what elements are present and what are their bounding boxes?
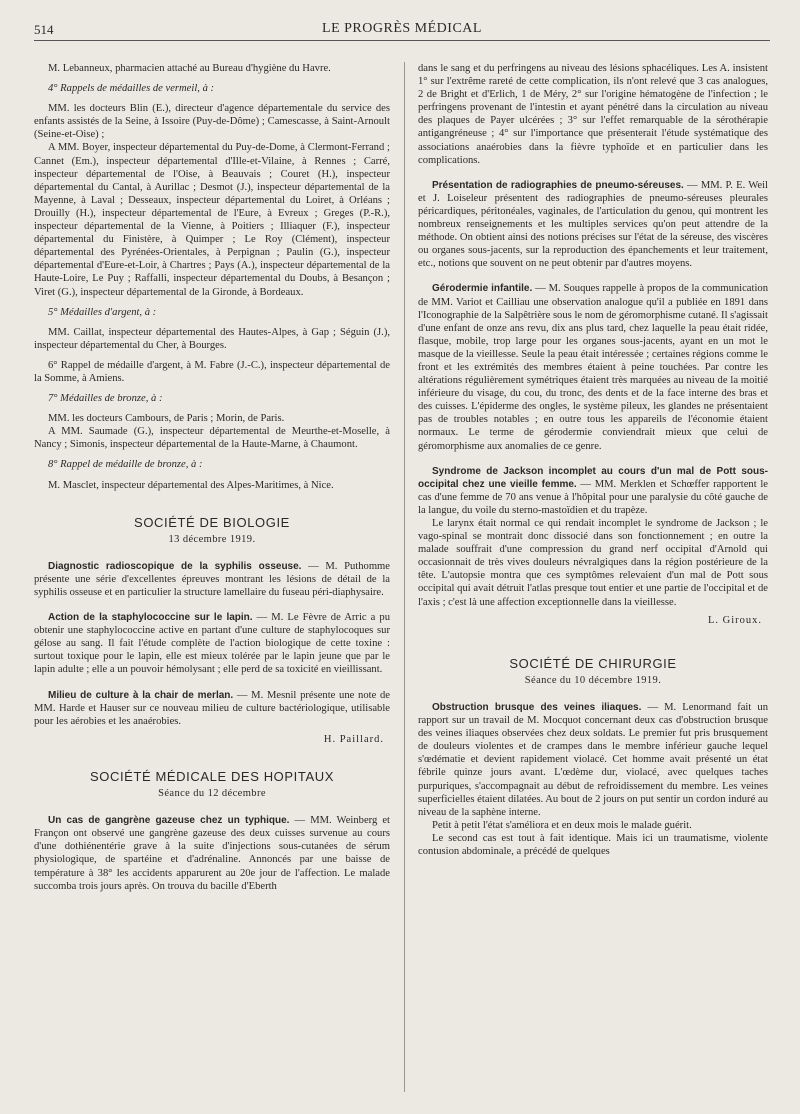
section-date: Séance du 10 décembre 1919. — [524, 674, 662, 686]
article — [34, 560, 390, 599]
section-title: SOCIÉTÉ DE CHIRURGIE — [509, 655, 677, 671]
article-title: Présentation de radiographies de pneumo-séreuses. — [432, 179, 684, 191]
journal-title: LE PROGRÈS MÉDICAL — [322, 21, 482, 36]
article — [418, 465, 768, 517]
article-text: — M. Mesnil présente une note de MM. Harde et Hauser sur ce nouveau milieu de culture bactériologique, utilisable pour les aérobies et les anaérobies. — [34, 689, 390, 727]
article-title: Un cas de gangrène gazeuse chez un typhique. — [48, 815, 290, 827]
award-heading: 5° Médailles d'argent, à : — [48, 306, 157, 318]
article — [418, 179, 768, 271]
paragraph: Le second cas est tout à fait identique. Mais ici un traumatisme, violente contusion abdominale, a précédé de quelques — [418, 832, 768, 857]
author-signature: L. Giroux. — [707, 614, 762, 626]
article-text: — M. Souques rappelle à propos de la communication de MM. Variot et Cailliau une observation analogue qu'il a publiée en 1891 dans l'Iconographie de la Salpêtrière sous le nom de géromorphisme cutané. Il s'agissait d'une enfant de onze ans revu, dix ans plus tard, chez laquelle la peau était ridée, flasque, mobile, trop large pour les organes sous-jacents, ayant en un mot le masque de la vieillesse. Seule la peau était intéressée ; certaines régions comme le front et les extrémités des membres étaient à peine touchées. Par contre les altérations régulièrement symétriques étaient très marquées au niveau de la moitié inférieure du visage, du cou, du tronc, des dents et de la face interne des bras et des cuisses. L'épiderme des ongles, le système pileux, les glandes ne présentaient pas de troubles notables ; en outre tous les appareils de l'économie étaient normaux. Le terme de gérodermie conviendrait mieux que celui de géromorphisme aux anomalies de ce genre. — [418, 283, 768, 452]
section-title: SOCIÉTÉ MÉDICALE DES HOPITAUX — [90, 768, 334, 784]
paragraph: Petit à petit l'état s'améliora et en deux mois le malade guérit. — [432, 819, 692, 831]
paragraph: MM. les docteurs Blin (E.), directeur d'agence départementale du service des enfants assistés de la Seine, à Issoire (Puy-de-Dôme) ; Camescasse, à Saint-Arnoult (Seine-et-Oise) ; — [34, 103, 390, 141]
article-title: Syndrome de Jackson incomplet au cours d'un mal de Pott sous-occipital chez une vieille femme. — [418, 465, 768, 490]
article-title: Diagnostic radioscopique de la syphilis osseuse. — [48, 560, 302, 572]
article-text: — MM. Weinberg et Françon ont observé une gangrène gazeuse des deux cuisses survenue au cours d'une dothiénentérie grave à la suite d'injections sous-cutanées de sérum physiologique, de spartéine et d'adrénaline. Annoncés par une baisse de température à 38° les accidents apparurent au 20e jour de l'affection. Le malade succomba trois jours après. On trouva du bacille d'Eberth — [34, 815, 390, 892]
article-text: — M. Lenormand fait un rapport sur un travail de M. Mocquot concernant deux cas d'obstruction brusque des veines iliaques observées chez deux soldats. Le premier fut pris brusquement de douleurs violentes et de crampes dans le membre inférieur gauche lequel s'œdématie et devient rapidement violacé. Cet homme avait présenté un état fébrile quinze jours avant. L'œdème dur, violacé, avec quelques taches purpuriques, s'accompagnait au début de refroidissement du membre. Les veines superficielles étaient dilatées. Au bout de 2 jours on put sentir un cordon induré au niveau de la saphène interne. — [418, 701, 768, 818]
paragraph: A MM. Boyer, inspecteur départemental du Puy-de-Dome, à Clermont-Ferrand ; Cannet (Em.), inspecteur départemental d'Ille-et-Vilaine, à Rennes ; Carré, inspecteur départemental de l'Oise, à Beauvais ; Couret (H.), inspecteur départemental du Cantal, à Aurillac ; Desmot (J.), inspecteur départemental de la Mayenne, à Laval ; Desseaux, inspecteur départemental du Loiret, à Orléans ; Drouilly (H.), inspecteur départemental de l'Eure, à Evreux ; Greges (P.-R.), inspecteur départemental de la Vienne, à Poitiers ; Illiaquer (F.), inspecteur départemental du Finistère, à Quimper ; Le Roy (Clément), inspecteur départemental des Pyrénées-Orientales, à Perpignan ; Paulin (G.), inspecteur départemental d'Eure-et-Loir, à Chartres ; Pays (A.), inspecteur départemental de la Haute-Loire, Le Puy ; Raffalli, inspecteur départemental du Doubs, à Besançon ; Viret (G.), inspecteur départemental de la Gironde, à Bordeaux. — [34, 142, 390, 298]
award-heading: 4° Rappels de médailles de vermeil, à : — [48, 83, 215, 95]
award-heading: 8° Rappel de médaille de bronze, à : — [48, 459, 203, 471]
article-text: — M. Le Fèvre de Arric a pu obtenir une staphylococcine active en partant d'une culture de staphylocoques sur gélose au sang. Il fait l'étude complète de l'action biologique de cette toxine : surtout toxique pour le lapin, elle est mieux tolérée par le lapin jeune que par le lapin adulte ; elle a un pouvoir hémolysant ; elle perd de sa toxicité en vieillissant. — [34, 612, 390, 676]
article — [418, 701, 768, 819]
award-heading: 7° Médailles de bronze, à : — [48, 393, 163, 405]
paragraph: dans le sang et du perfringens au niveau des lésions sphacéliques. Les A. insistent 1° sur l'extrême rareté de cette complication, ils n'ont relevé que 3 cas analogues, 2 de Bright et d'Erlich, 1 de Méry, 2° sur l'origine hématogène de l'infection ; le perfringens provenant de l'intestin et ayant pénétré dans la circulation au niveau des plaques de Payer ulcérées ; 3° sur l'effet remarquable de la sérothérapie antigangréneuse ; 4° sur l'importance que présenterait l'étude systématique des associations anaérobies dans la fièvre typhoïde et en particulier dans les complications. — [418, 63, 768, 166]
article-text: — MM. P. E. Weil et J. Loiseleur présentent des radiographies de pneumo-séreuses pleurales péricardiques, péritonéales, vaginales, de l'articulation du genou, qui montrent les nombreux renseignements et les multiples services qu'on peut attendre de la méthode. On obtient ainsi des notions précises sur l'état de la séreuse, des viscères ou organes sous-jacents, sur la reproduction des épanchements et leur traitement, etc., notions que souvent on ne peut obtenir par d'autres moyens. — [418, 179, 768, 270]
article — [34, 814, 390, 893]
article-title: Obstruction brusque des veines iliaques. — [432, 701, 642, 713]
section-title: SOCIÉTÉ DE BIOLOGIE — [134, 514, 290, 530]
article — [418, 282, 768, 452]
header-rule — [34, 40, 770, 41]
paragraph: M. Masclet, inspecteur départemental des Alpes-Maritimes, à Nice. — [48, 479, 334, 491]
section-date: 13 décembre 1919. — [168, 533, 256, 545]
section-date: Séance du 12 décembre — [158, 788, 266, 800]
article-title: Action de la staphylococcine sur le lapin. — [48, 612, 253, 624]
article-title: Milieu de culture à la chair de merlan. — [48, 689, 234, 701]
author-signature: H. Paillard. — [323, 733, 384, 745]
paragraph: 6° Rappel de médaille d'argent, à M. Fabre (J.-C.), inspecteur départemental de la Somme, à Amiens. — [34, 359, 390, 384]
page-header — [34, 18, 770, 40]
paragraph: A MM. Saumade (G.), inspecteur départemental de Meurthe-et-Moselle, à Nancy ; Simonis, inspecteur départemental de la Haute-Marne, à Chaumont. — [34, 426, 390, 451]
page-number: 514 — [34, 22, 54, 37]
article-text: — M. Puthomme présente une série d'excellentes épreuves montrant les lésions de détail de la syphilis osseuse et en particulier la structure lamellaire du fuseau péri-diaphysaire. — [34, 560, 390, 598]
article-title: Gérodermie infantile. — [432, 283, 533, 295]
paragraph: MM. Caillat, inspecteur départemental des Hautes-Alpes, à Gap ; Séguin (J.), inspecteur départemental du Cher, à Bourges. — [34, 326, 390, 351]
article — [34, 689, 390, 728]
right-column — [418, 62, 768, 858]
paragraph: M. Lebanneux, pharmacien attaché au Bureau d'hygiène du Havre. — [48, 63, 331, 74]
left-column — [34, 62, 390, 893]
paragraph: MM. les docteurs Cambours, de Paris ; Morin, de Paris. — [48, 413, 285, 425]
paragraph: Le larynx était normal ce qui rendait incomplet le syndrome de Jackson ; le vago-spinal se montrait donc dissocié dans son fonctionnement ; en outre la malade souffrait d'une compression du grand nerf occipital d'Arnold qui occasionnait de très vives douleurs névralgiques dans la région postérieure de la tête. L'autopsie montra que ces symptômes relevaient d'un mal de Pott sous occipital qui avait détruit l'atlas presque tout entier et une partie de l'occipital et de l'axis ; c'est là une affection exceptionnelle dans la vieillesse. — [418, 518, 768, 608]
article-text: — MM. Merklen et Schœffer rapportent le cas d'une femme de 70 ans venue à l'hôpital pour une paralysie du côté gauche de la langue, du voile du sterno-mastoïdien et du trapèze. — [418, 478, 768, 516]
article — [34, 611, 390, 676]
column-divider — [404, 62, 405, 1092]
